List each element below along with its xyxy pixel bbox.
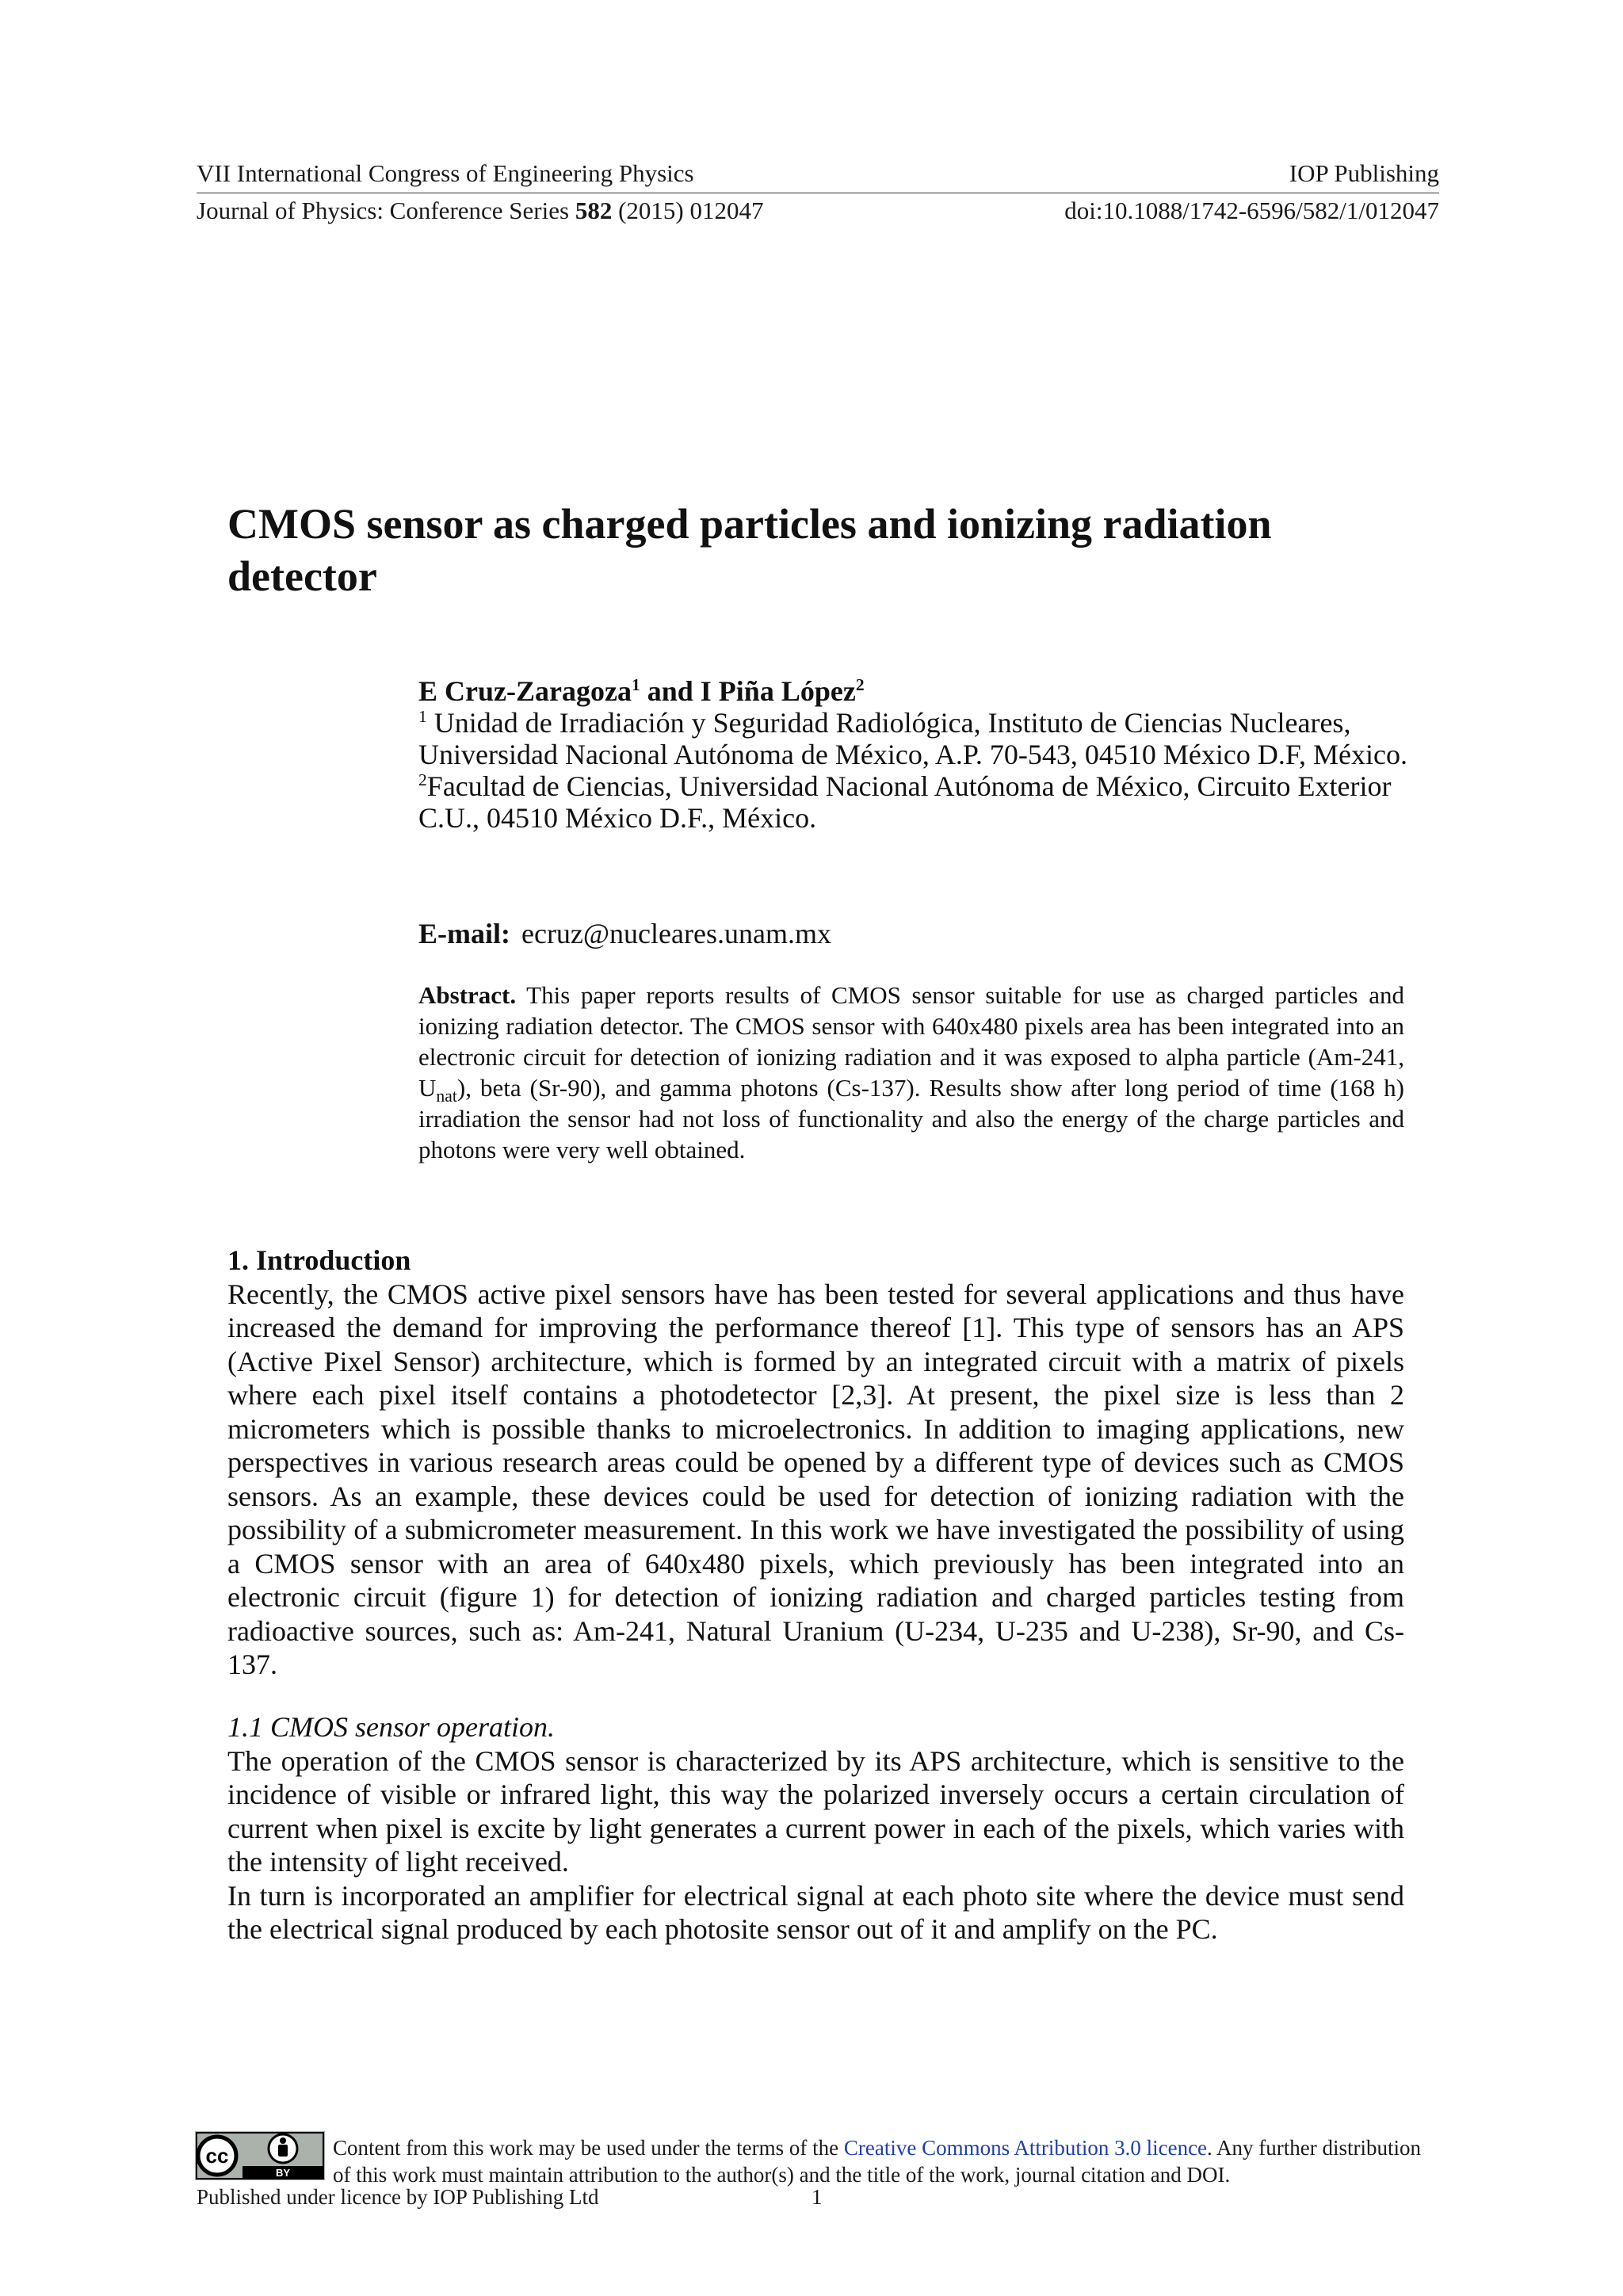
conference-name: VII International Congress of Engineering Physics [197, 159, 694, 187]
journal-year-article: (2015) 012047 [612, 197, 764, 224]
email-address[interactable]: ecruz@nucleares.unam.mx [521, 918, 831, 949]
subsection-paragraph-2: In turn is incorporated an amplifier for electrical signal at each photo site where the device must send the electrical signal produced by each photosite sensor out of it and amplify on the PC. [227, 1879, 1404, 1945]
affiliation-1-text: Unidad de Irradiación y Seguridad Radiológica, Instituto de Ciencias Nucleares, Universidad Nacional Autónoma de México, A.P. 70-543, 04510 México D.F, México. [418, 707, 1407, 770]
author-2-affil-mark: 2 [855, 675, 865, 694]
author-1-affil-mark: 1 [631, 675, 640, 694]
cc-by-icon [195, 2131, 325, 2180]
subsection-heading: 1.1 CMOS sensor operation. [227, 1711, 555, 1743]
abstract-text-part-1: This paper reports results of CMOS sensor suitable for use as charged particles and ionizing radiation detector. The CMOS sensor with 640x480 pixels area has been integrated into an electronic circuit for detection of ionizing radiation and it was exposed to alpha particle (Am-241, U [418, 981, 1404, 1102]
publisher-name: IOP Publishing [1289, 159, 1439, 187]
license-text-part-1: Content from this work may be used under the terms of the [333, 2136, 839, 2160]
license-notice [333, 2134, 1442, 2188]
introduction-section [227, 1244, 1404, 1682]
license-link[interactable]: Creative Commons Attribution 3.0 licence [843, 2136, 1208, 2160]
journal-citation [197, 196, 763, 226]
subsection-cmos-operation [227, 1710, 1404, 1946]
author-2: I Piña López [700, 675, 856, 707]
author-conjunction: and [640, 675, 701, 707]
affiliation-2-mark: 2 [418, 770, 427, 789]
author-1: E Cruz-Zaragoza [418, 675, 632, 707]
subsection-paragraph-1: The operation of the CMOS sensor is characterized by its APS architecture, which is sensitive to the incidence of visible or infrared light, this way the polarized inversely occurs a certain circulation of current when pixel is excite by light generates a current power in each of the pixels, which varies with the intensity of light received. [227, 1744, 1404, 1878]
author-block [418, 675, 1417, 834]
abstract [418, 980, 1404, 1165]
published-under-licence: Published under licence by IOP Publishing Ltd [197, 2185, 599, 2209]
email-line [418, 918, 831, 949]
introduction-heading: 1. Introduction [227, 1244, 411, 1276]
affiliation-2 [418, 770, 1417, 834]
cc-by-badge[interactable] [195, 2131, 325, 2180]
doi[interactable]: doi:10.1088/1742-6596/582/1/012047 [1064, 197, 1439, 224]
affiliation-1-mark: 1 [418, 707, 427, 726]
abstract-subscript: nat [436, 1087, 457, 1106]
abstract-text-part-2: ), beta (Sr-90), and gamma photons (Cs-137). Results show after long period of time (168 h) irradiation the sensor had not loss of functionality and also the energy of the charge particles and photons were very well obtained. [418, 1074, 1404, 1163]
page-number: 1 [812, 2185, 823, 2209]
by-letters: BY [275, 2167, 291, 2179]
author-names [418, 675, 1417, 707]
abstract-label: Abstract. [418, 981, 517, 1009]
cc-letters: cc [205, 2144, 229, 2168]
journal-volume: 582 [575, 197, 613, 224]
affiliation-2-text: Facultad de Ciencias, Universidad Nacional Autónoma de México, Circuito Exterior C.U., 04510 México D.F., México. [418, 770, 1392, 834]
title-line-2: detector [227, 552, 377, 600]
journal-name: Journal of Physics: Conference Series [197, 197, 575, 224]
paper-title [227, 498, 1416, 602]
introduction-paragraph: Recently, the CMOS active pixel sensors have has been tested for several applications and thus have increased the demand for improving the performance thereof [1]. This type of sensors has an APS (Active Pixel Sensor) architecture, which is formed by an integrated circuit with a matrix of pixels where each pixel itself contains a photodetector [2,3]. At present, the pixel size is less than 2 micrometers which is possible thanks to microelectronics. In addition to imaging applications, new perspectives in various research areas could be opened by a different type of devices such as CMOS sensors. As an example, these devices could be used for detection of ionizing radiation with the possibility of a submicrometer measurement. In this work we have investigated the possibility of using a CMOS sensor with an area of 640x480 pixels, which previously has been integrated into an electronic circuit (figure 1) for detection of ionizing radiation and charged particles testing from radioactive sources, such as: Am-241, Natural Uranium (U-234, U-235 and U-238), Sr-90, and Cs-137. [227, 1278, 1404, 1680]
affiliation-1 [418, 707, 1417, 770]
license-text-part-2: . Any further distribution of this work must maintain attribution to the author(s) and the title of the work, journal citation and DOI. [333, 2136, 1422, 2187]
title-line-1: CMOS sensor as charged particles and ionizing radiation [227, 500, 1272, 548]
email-label: E-mail: [418, 918, 510, 949]
